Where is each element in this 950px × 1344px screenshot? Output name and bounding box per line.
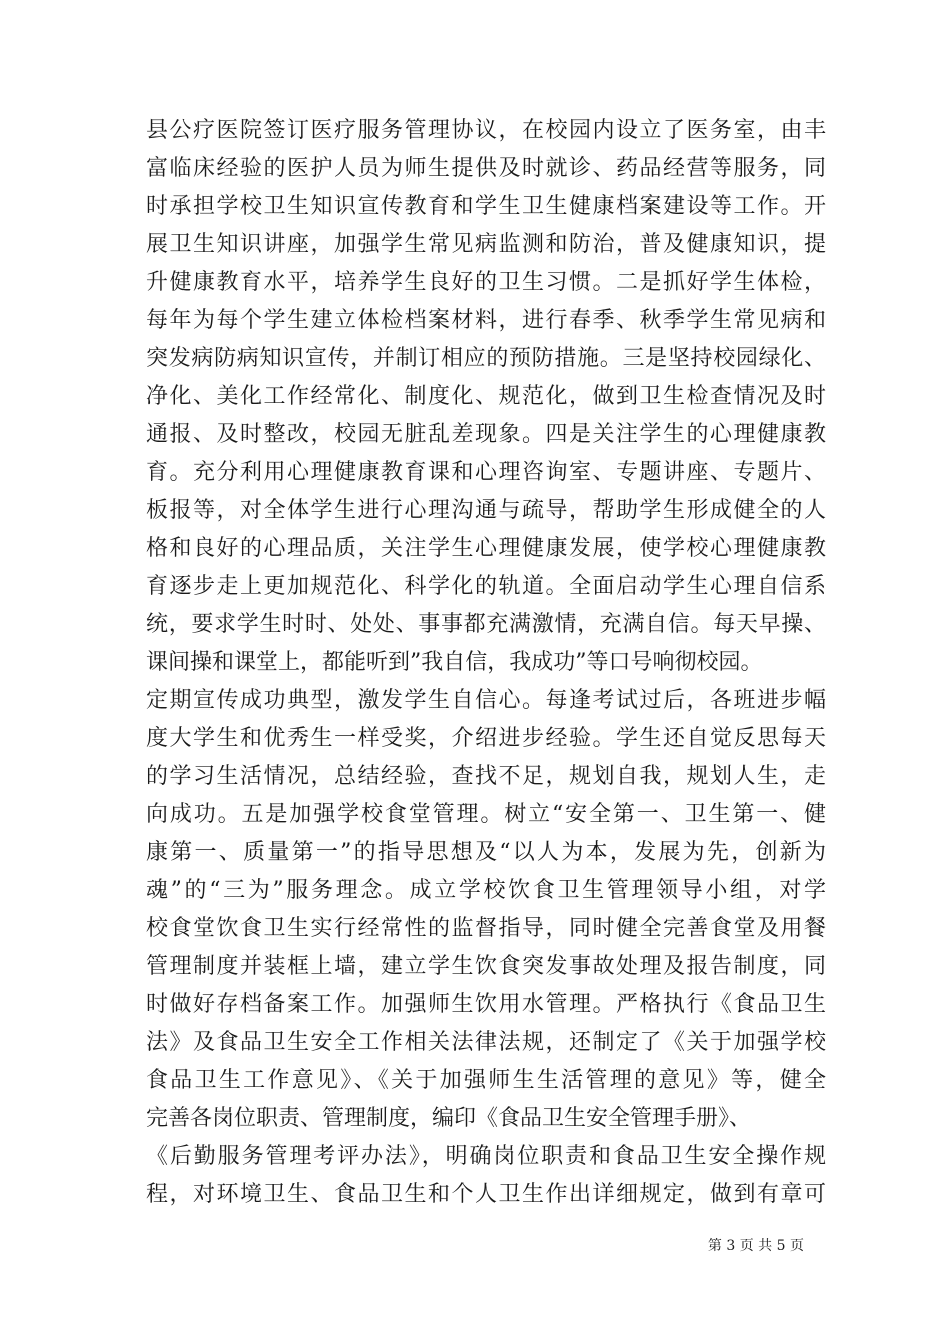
text-line: 法》及食品卫生安全工作相关法律法规，还制定了《关于加强学校: [146, 1030, 826, 1055]
text-line: 校食堂饮食卫生实行经常性的监督指导，同时健全完善食堂及用餐: [146, 916, 826, 941]
text-line: 康第一、质量第一”的指导思想及“以人为本，发展为先，创新为: [146, 840, 826, 865]
text-line: 每年为每个学生建立体检档案材料，进行春季、秋季学生常见病和: [146, 308, 826, 333]
text-line: 度大学生和优秀生一样受奖，介绍进步经验。学生还自觉反思每天: [146, 726, 826, 751]
text-line: 统，要求学生时时、处处、事事都充满激情，充满自信。每天早操、: [146, 612, 826, 637]
text-line: 时承担学校卫生知识宣传教育和学生卫生健康档案建设等工作。开: [146, 194, 826, 219]
text-line: 育逐步走上更加规范化、科学化的轨道。全面启动学生心理自信系: [146, 574, 826, 599]
text-line: 的学习生活情况，总结经验，查找不足，规划自我，规划人生，走: [146, 764, 826, 789]
text-line: 展卫生知识讲座，加强学生常见病监测和防治，普及健康知识，提: [146, 232, 826, 257]
text-line: 升健康教育水平，培养学生良好的卫生习惯。二是抓好学生体检，: [146, 270, 826, 295]
text-line: 净化、美化工作经常化、制度化、规范化，做到卫生检查情况及时: [146, 384, 826, 409]
text-line: 时做好存档备案工作。加强师生饮用水管理。严格执行《食品卫生: [146, 992, 826, 1017]
text-line: 富临床经验的医护人员为师生提供及时就诊、药品经营等服务，同: [146, 156, 826, 181]
body-text: [146, 112, 826, 1214]
text-line: 管理制度并装框上墙，建立学生饮食突发事故处理及报告制度，同: [146, 954, 826, 979]
text-line: 育。充分利用心理健康教育课和心理咨询室、专题讲座、专题片、: [146, 460, 826, 485]
text-line: 县公疗医院签订医疗服务管理协议，在校园内设立了医务室，由丰: [146, 118, 826, 143]
text-line: 通报、及时整改，校园无脏乱差现象。四是关注学生的心理健康教: [146, 422, 826, 447]
page-number: 第 3 页 共 5 页: [707, 1238, 804, 1254]
text-line: 突发病防病知识宣传，并制订相应的预防措施。三是坚持校园绿化、: [146, 346, 826, 371]
text-line: 食品卫生工作意见》、《关于加强师生生活管理的意见》等，健全: [146, 1068, 826, 1093]
text-line: 板报等，对全体学生进行心理沟通与疏导，帮助学生形成健全的人: [146, 498, 826, 523]
text-line: 定期宣传成功典型，激发学生自信心。每逢考试过后，各班进步幅: [146, 688, 826, 713]
text-line: 魂”的“三为”服务理念。成立学校饮食卫生管理领导小组，对学: [146, 878, 826, 903]
text-line: 格和良好的心理品质，关注学生心理健康发展，使学校心理健康教: [146, 536, 826, 561]
text-line: 完善各岗位职责、管理制度，编印《食品卫生安全管理手册》、: [146, 1106, 752, 1131]
text-line: 程，对环境卫生、食品卫生和个人卫生作出详细规定，做到有章可: [146, 1182, 826, 1207]
text-line: 《后勤服务管理考评办法》，明确岗位职责和食品卫生安全操作规: [146, 1144, 826, 1169]
text-line: 课间操和课堂上，都能听到”我自信，我成功”等口号响彻校园。: [146, 650, 763, 675]
text-line: 向成功。五是加强学校食堂管理。树立“安全第一、卫生第一、健: [146, 802, 826, 827]
